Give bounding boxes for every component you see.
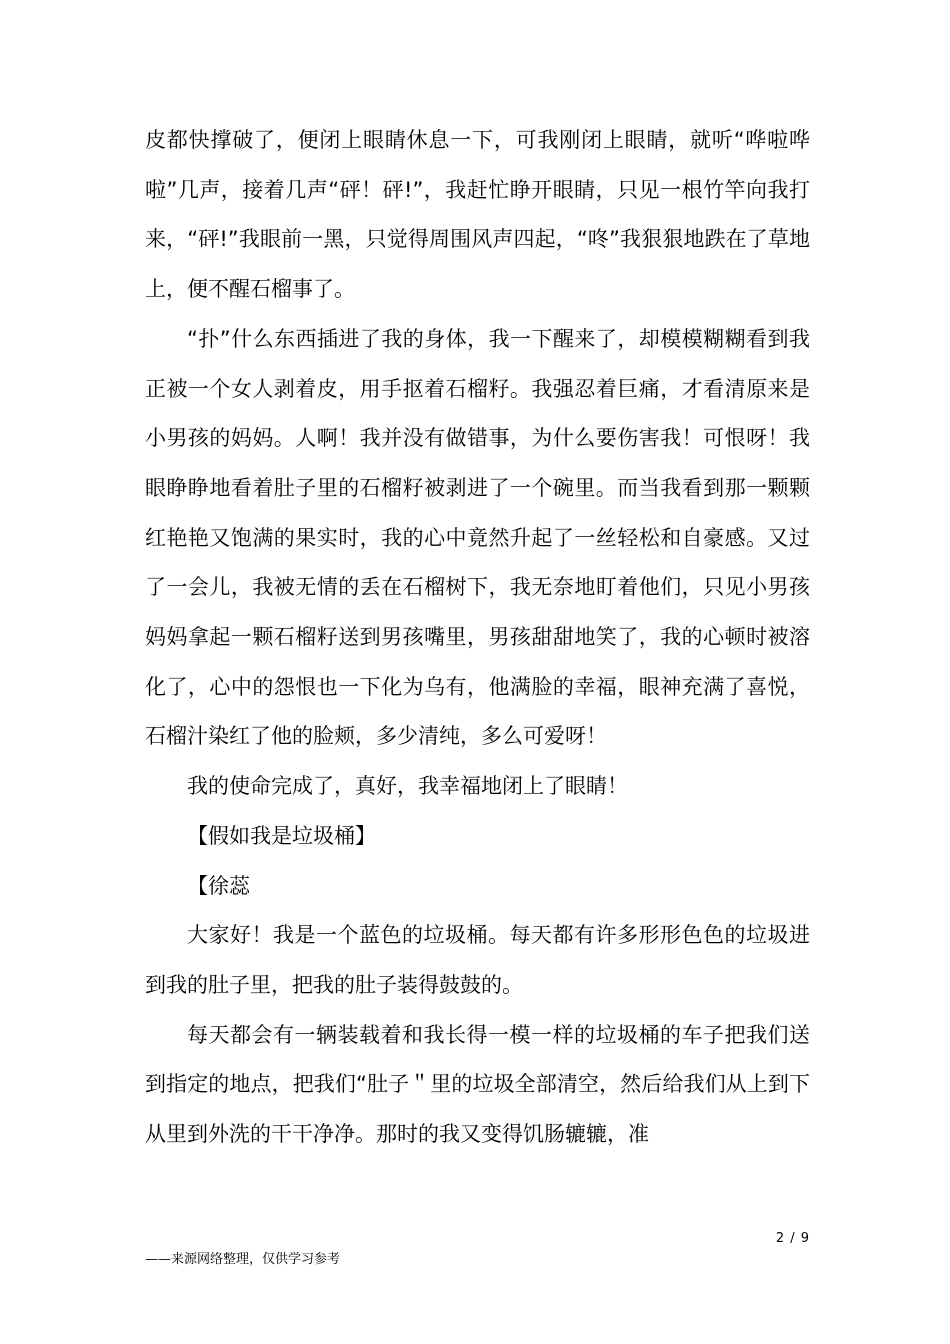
- author-line: 【徐蕊: [187, 873, 250, 898]
- paragraph: 大家好！我是一个蓝色的垃圾桶。每天都有许多形形色色的垃圾进到我的肚子里，把我的肚子装得鼓鼓的。: [145, 923, 810, 997]
- paragraph: 每天都会有一辆装载着和我长得一模一样的垃圾桶的车子把我们送到指定的地点，把我们“肚子＂里的垃圾全部清空，然后给我们从上到下从里到外洗的干干净净。那时的我又变得饥肠辘辘，准: [145, 1022, 810, 1147]
- source-note: ——来源网络整理，仅供学习参考: [145, 1252, 341, 1267]
- page-number: 2 / 9: [775, 1231, 810, 1246]
- paragraph: 皮都快撑破了，便闭上眼睛休息一下，可我刚闭上眼睛，就听“哗啦哗啦”几声，接着几声“砰！砰!”，我赶忙睁开眼睛，只见一根竹竿向我打来，“砰!”我眼前一黑，只觉得周围风声四起，“咚”我狠狠地跌在了草地上，便不醒石榴事了。: [145, 128, 810, 302]
- section-heading: 【假如我是垃圾桶】: [187, 823, 376, 848]
- body-text: [145, 116, 810, 1160]
- paragraph: “扑”什么东西插进了我的身体，我一下醒来了，却模模糊糊看到我正被一个女人剥着皮，用手抠着石榴籽。我强忍着巨痛，才看清原来是小男孩的妈妈。人啊！我并没有做错事，为什么要伤害我！可恨呀！我眼睁睁地看着肚子里的石榴籽被剥进了一个碗里。而当我看到那一颗颗红艳艳又饱满的果实时，我的心中竟然升起了一丝轻松和自豪感。又过了一会儿，我被无情的丢在石榴树下，我无奈地盯着他们，只见小男孩妈妈拿起一颗石榴籽送到男孩嘴里，男孩甜甜地笑了，我的心顿时被溶化了，心中的怨恨也一下化为乌有，他满脸的幸福，眼神充满了喜悦，石榴汁染红了他的脸颊，多少清纯，多么可爱呀！: [145, 326, 810, 749]
- paragraph: 我的使命完成了，真好，我幸福地闭上了眼睛！: [187, 774, 628, 799]
